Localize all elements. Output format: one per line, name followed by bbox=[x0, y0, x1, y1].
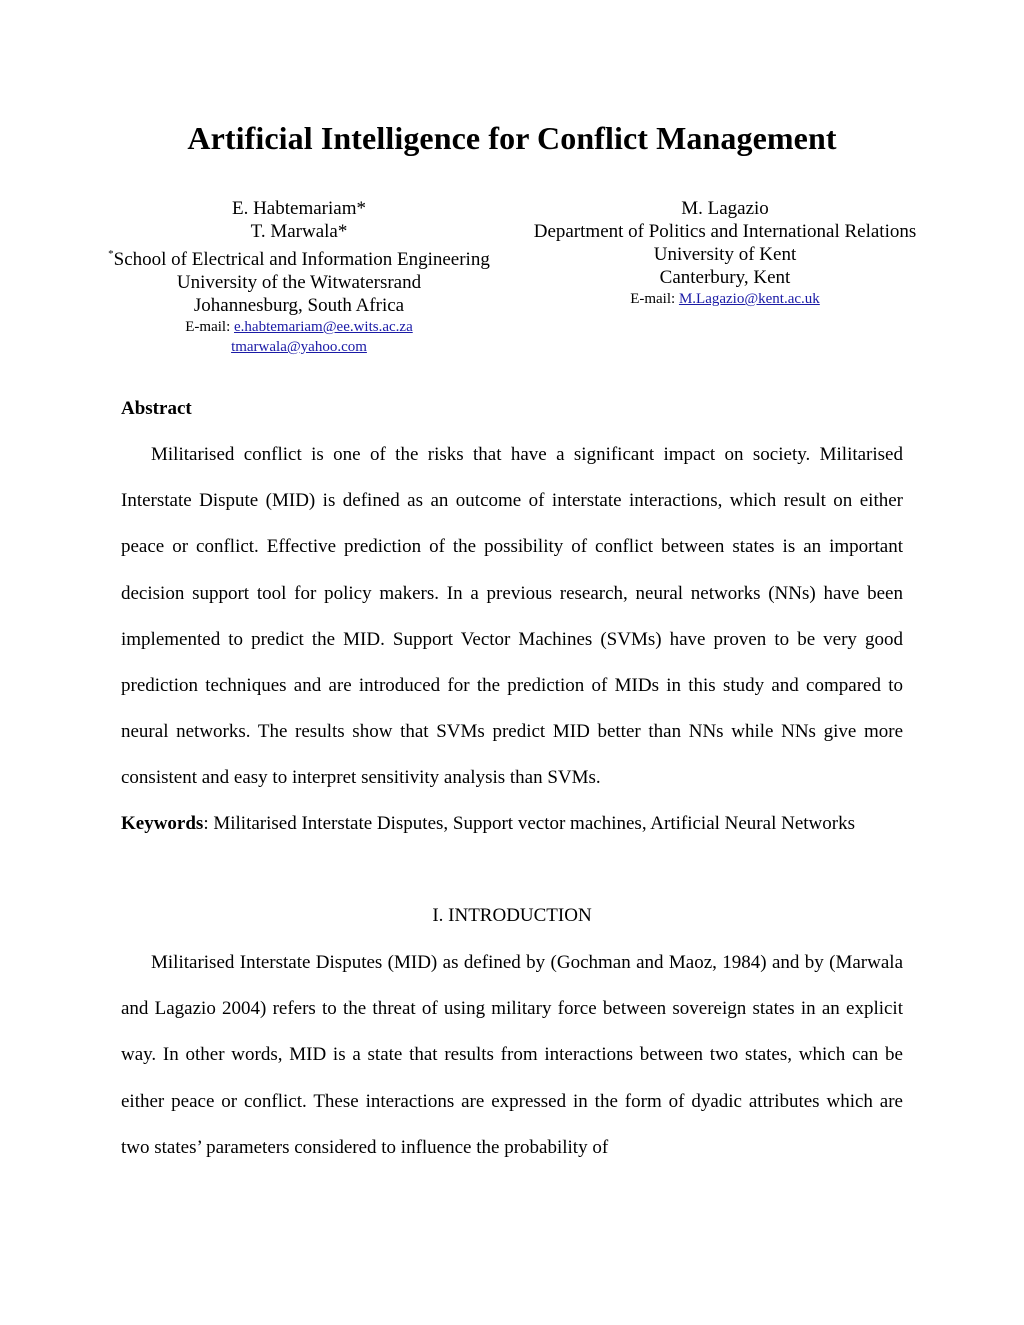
keywords-label: Keywords bbox=[121, 813, 204, 834]
author-email-line bbox=[510, 289, 940, 309]
author-email-line bbox=[90, 337, 508, 357]
author-location: Canterbury, Kent bbox=[659, 267, 791, 288]
section-heading-introduction: I. INTRODUCTION bbox=[432, 905, 592, 926]
keywords-line bbox=[121, 813, 855, 835]
author-name: T. Marwala* bbox=[250, 221, 348, 242]
abstract-heading: Abstract bbox=[121, 398, 192, 419]
abstract-paragraph: Militarised conflict is one of the risks that have a significant impact on society. Militarised Interstate Dispute (MID) is defined as an outcome of interstate interactions, which result on either peace or conflict. Effective prediction of the possibility of conflict between states is an important decision support tool for policy makers. In a previous research, neural networks (NNs) have been implemented to predict the MID. Support Vector Machines (SVMs) have proven to be very good prediction techniques and are introduced for the prediction of MIDs in this study and compared to neural networks. The results show that SVMs predict MID better than NNs while NNs give more consistent and easy to interpret sensitivity analysis than SVMs. bbox=[121, 444, 903, 789]
author-name: E. Habtemariam* bbox=[231, 198, 366, 219]
author-department: Department of Politics and International Relations bbox=[533, 221, 917, 242]
author-university: University of the Witwatersrand bbox=[176, 272, 422, 293]
author-email-line bbox=[90, 317, 508, 337]
author-university: University of Kent bbox=[653, 244, 797, 265]
author-affiliation bbox=[90, 243, 508, 271]
introduction-paragraph: Militarised Interstate Disputes (MID) as defined by (Gochman and Maoz, 1984) and by (Marwala and Lagazio 2004) refers to the threat of using military force between sovereign states in an explicit way. In other words, MID is a state that results from interactions between two states, which can be either peace or conflict. These interactions are expressed in the form of dyadic attributes which are two states’ parameters considered to influence the probability of bbox=[121, 952, 903, 1158]
email-label: E-mail: bbox=[630, 291, 679, 307]
affiliation-text: School of Electrical and Information Engineering bbox=[113, 249, 490, 270]
email-link[interactable]: e.habtemariam@ee.wits.ac.za bbox=[234, 319, 413, 335]
author-location: Johannesburg, South Africa bbox=[193, 295, 405, 316]
paper-title: Artificial Intelligence for Conflict Management bbox=[187, 120, 837, 156]
author-block-left bbox=[90, 197, 508, 357]
author-block-right bbox=[510, 197, 940, 309]
footnote-mark: * bbox=[108, 248, 114, 260]
email-label: E-mail: bbox=[185, 319, 235, 335]
email-link[interactable]: tmarwala@yahoo.com bbox=[231, 339, 367, 355]
author-name: M. Lagazio bbox=[681, 198, 769, 219]
email-link[interactable]: M.Lagazio@kent.ac.uk bbox=[678, 291, 820, 307]
keywords-text: : Militarised Interstate Disputes, Support vector machines, Artificial Neural Networks bbox=[203, 813, 855, 834]
